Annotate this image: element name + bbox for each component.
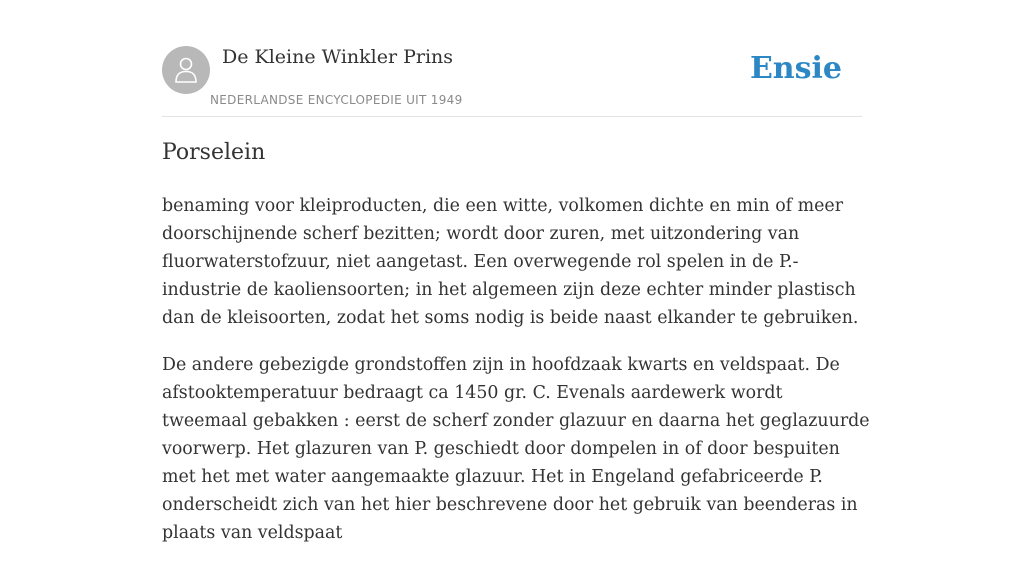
- article-body: [162, 192, 872, 566]
- page-title: Porselein: [162, 140, 266, 165]
- avatar[interactable]: [162, 46, 210, 94]
- brand-logo[interactable]: Ensie: [749, 51, 842, 86]
- author-subtitle: NEDERLANDSE ENCYCLOPEDIE UIT 1949: [210, 93, 463, 107]
- article-paragraph: benaming voor kleiproducten, die een witte, volkomen dichte en min of meer doorschijnende scherf bezitten; wordt door zuren, met uitzondering van fluorwaterstofzuur, niet aangetast. Een overwegende rol spelen in de P.-industrie de kaoliensoorten; in het algemeen zijn deze echter minder plastisch dan de kleisoorten, zodat het soms nodig is beide naast elkander te gebruiken.: [162, 196, 859, 328]
- article-paragraph: De andere gebezigde grondstoffen zijn in hoofdzaak kwarts en veldspaat. De afstooktemperatuur bedraagt ca 1450 gr. C. Evenals aardewerk wordt tweemaal gebakken : eerst de scherf zonder glazuur en daarna het geglazuurde voorwerp. Het glazuren van P. geschiedt door dompelen in of door bespuiten met het met water aangemaakte glazuur. Het in Engeland gefabriceerde P. onderscheidt zich van het hier beschrevene door het gebruik van beenderas in plaats van veldspaat: [162, 355, 870, 543]
- header: [162, 46, 862, 117]
- author-name[interactable]: De Kleine Winkler Prins: [222, 46, 454, 68]
